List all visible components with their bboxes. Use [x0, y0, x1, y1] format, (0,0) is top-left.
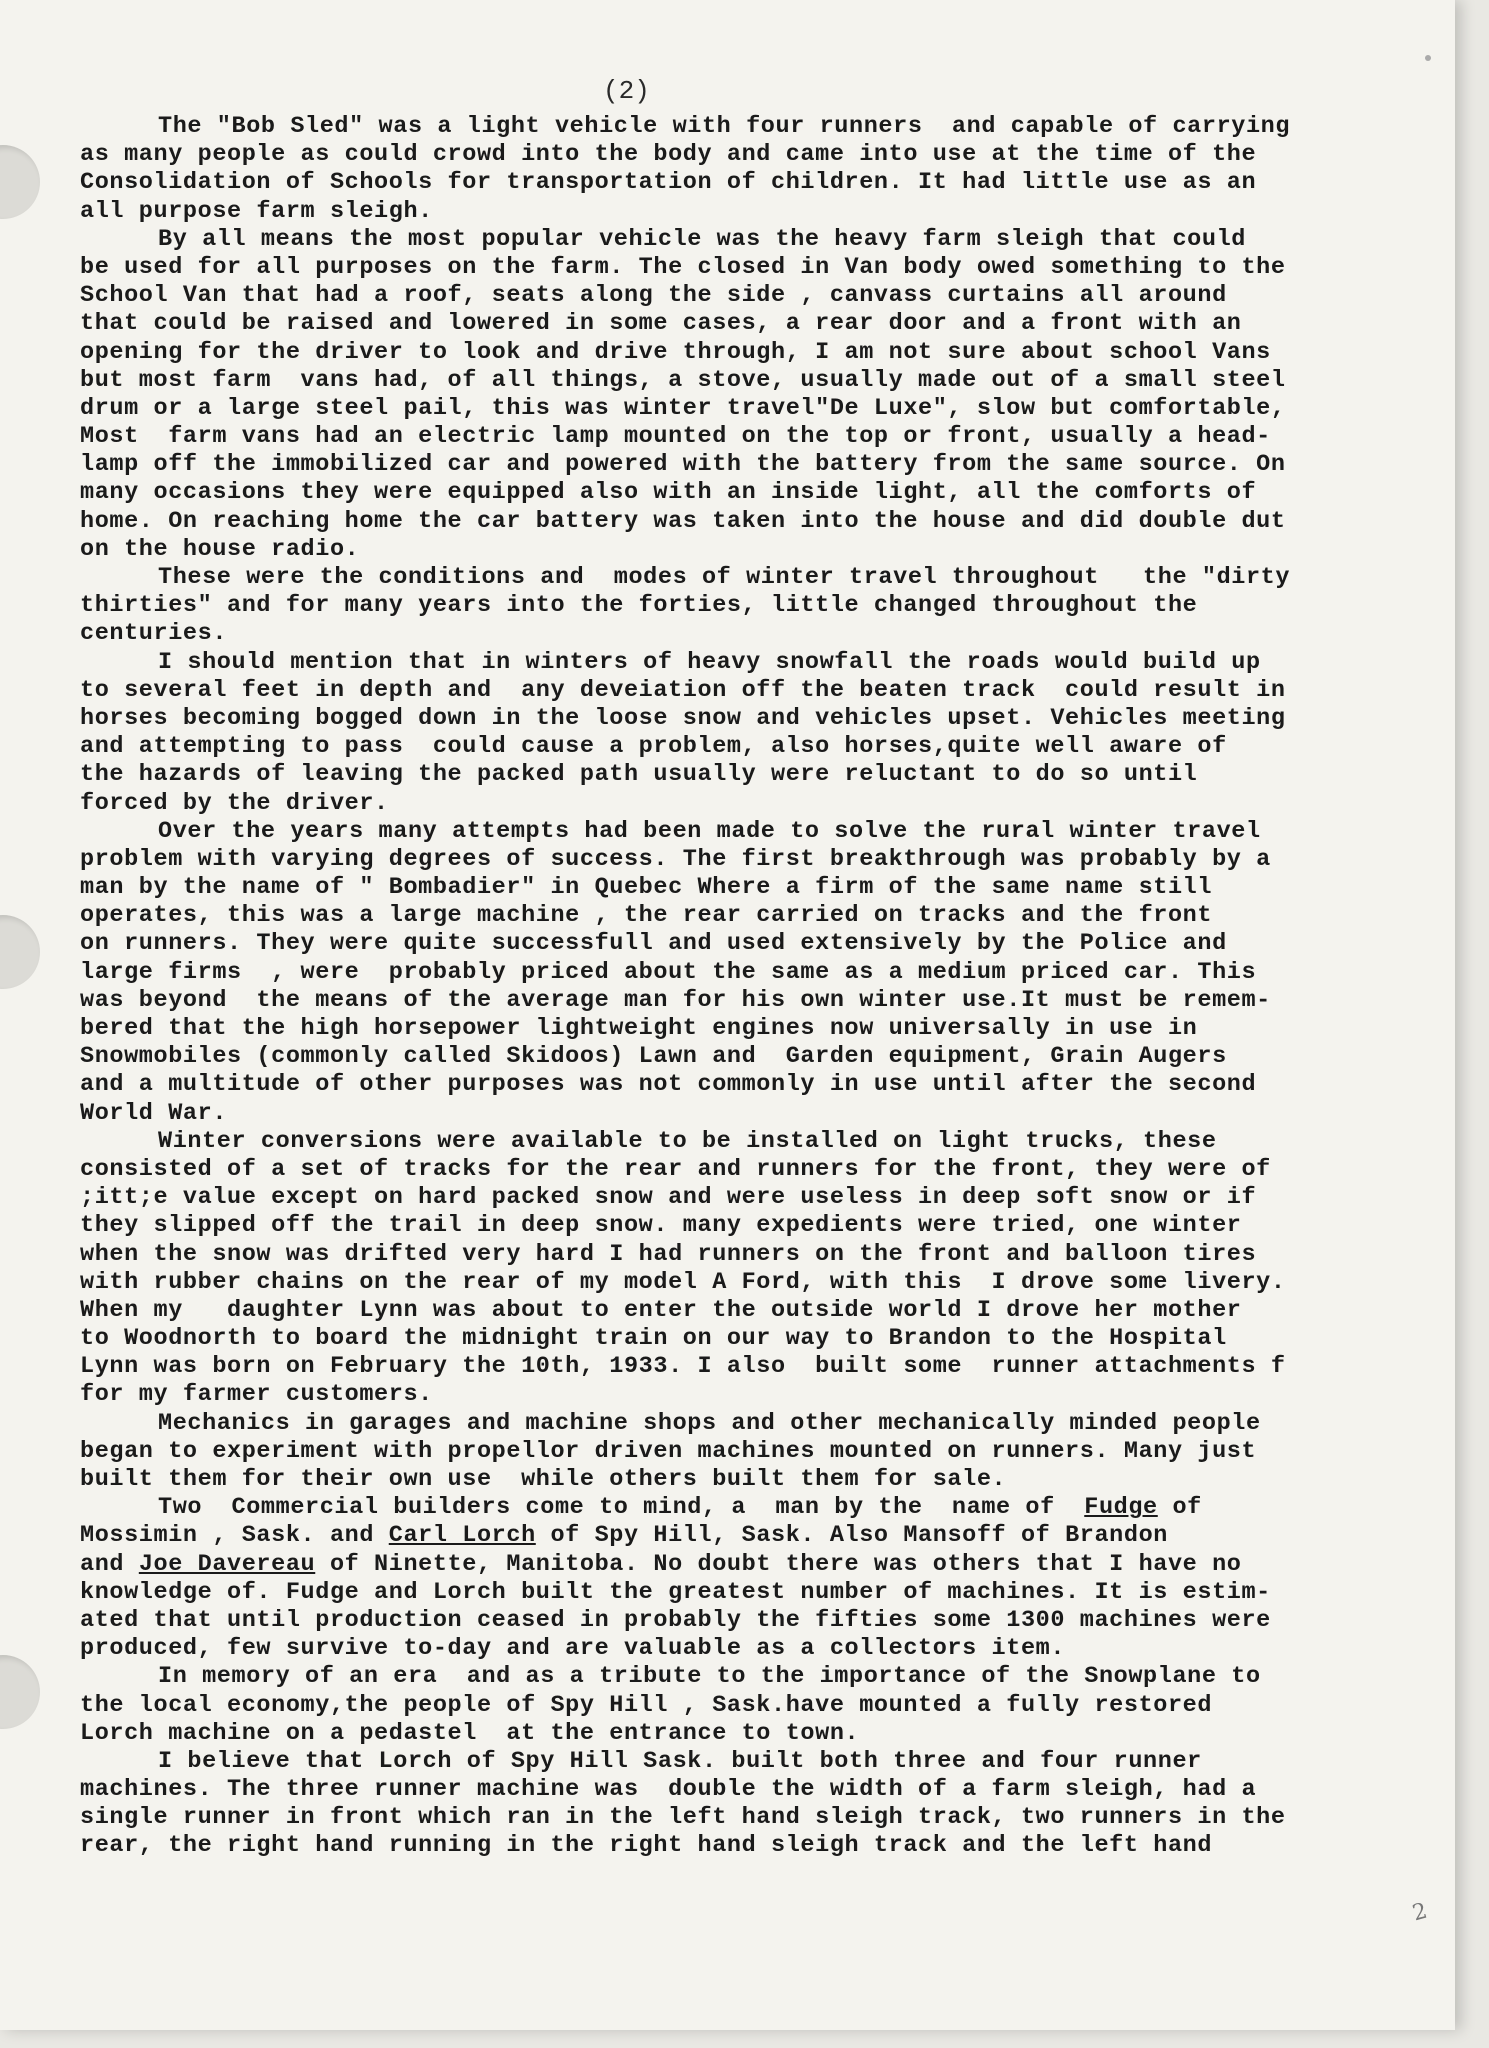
text-line: These were the conditions and modes of winter travel throughout the "dirty: [158, 564, 1291, 591]
text-line: they slipped off the trail in deep snow. many expedients were tried, one winter: [80, 1212, 1242, 1240]
text-line: knowledge of. Fudge and Lorch built the greatest number of machines. It is estim-: [80, 1578, 1271, 1606]
corner-speck: [1425, 55, 1431, 61]
text-line: single runner in front which ran in the left hand sleigh track, two runners in the: [80, 1804, 1286, 1832]
text-line: When my daughter Lynn was about to enter the outside world I drove her mother: [80, 1296, 1242, 1324]
text-line: Over the years many attempts had been made to solve the rural winter travel: [158, 817, 1261, 845]
text-line: thirties" and for many years into the forties, little changed throughout the: [80, 592, 1198, 620]
text-line: to several feet in depth and any deveiation off the beaten track could result in: [80, 676, 1286, 704]
text-line: was beyond the means of the average man for his own winter use.It must be remem-: [80, 986, 1271, 1014]
text-line: and a multitude of other purposes was not commonly in use until after the second: [80, 1071, 1257, 1099]
text-line: built them for their own use while others built them for sale.: [80, 1466, 1007, 1493]
text-line: Lorch machine on a pedastel at the entrance to town.: [80, 1719, 860, 1747]
margin-pencil-mark: 2: [1410, 1898, 1430, 1927]
text-line: for my farmer customers.: [80, 1381, 433, 1409]
text-line: as many people as could crowd into the body and came into use at the time of the: [80, 141, 1257, 169]
text-line: rear, the right hand running in the right hand sleigh track and the left hand: [80, 1832, 1213, 1860]
punch-hole-top: [0, 145, 40, 219]
text-line: operates, this was a large machine , the rear carried on tracks and the front: [80, 902, 1213, 930]
text-line: Mossimin , Sask. and Carl Lorch of Spy Hill, Sask. Also Mansoff of Brandon: [80, 1522, 1168, 1550]
text-line: Snowmobiles (commonly called Skidoos) Lawn and Garden equipment, Grain Augers: [80, 1043, 1227, 1071]
text-line: School Van that had a roof, seats along the side , canvass curtains all around: [80, 282, 1227, 310]
text-line: produced, few survive to-day and are valuable as a collectors item.: [80, 1635, 1066, 1663]
text-line: Two Commercial builders come to mind, a man by the name of Fudge of: [158, 1494, 1202, 1522]
text-line: on the house radio.: [80, 535, 360, 563]
text-line: ;itt;e value except on hard packed snow and were useless in deep soft snow or if: [80, 1184, 1257, 1212]
text-line: the local economy,the people of Spy Hill , Sask.have mounted a fully restored: [80, 1691, 1213, 1719]
text-line: Lynn was born on February the 10th, 1933. I also built some runner attachments f: [80, 1353, 1286, 1381]
text-line: to Woodnorth to board the midnight train on our way to Brandon to the Hospital: [80, 1325, 1227, 1353]
text-line: with rubber chains on the rear of my model A Ford, with this I drove some livery.: [80, 1268, 1286, 1296]
text-line: consisted of a set of tracks for the rear and runners for the front, they were of: [80, 1155, 1271, 1183]
text-line: The "Bob Sled" was a light vehicle with four runners and capable of carrying: [158, 113, 1291, 140]
text-line: horses becoming bogged down in the loose snow and vehicles upset. Vehicles meeting: [80, 704, 1286, 732]
text-line: Mechanics in garages and machine shops and other mechanically minded people: [158, 1409, 1261, 1437]
text-line: I believe that Lorch of Spy Hill Sask. built both three and four runner: [158, 1747, 1202, 1775]
text-line: but most farm vans had, of all things, a stove, usually made out of a small steel: [80, 366, 1286, 394]
text-line: home. On reaching home the car battery was taken into the house and did double dut: [80, 507, 1286, 535]
text-line: large firms , were probably priced about the same as a medium priced car. This: [80, 958, 1257, 986]
text-line: drum or a large steel pail, this was winter travel"De Luxe", slow but comfortable,: [80, 394, 1286, 422]
punch-hole-bottom: [0, 1655, 40, 1729]
text-line: when the snow was drifted very hard I had runners on the front and balloon tires: [80, 1240, 1257, 1268]
text-line: on runners. They were quite successfull and used extensively by the Police and: [80, 930, 1227, 958]
text-line: World War.: [80, 1099, 228, 1127]
text-line: In memory of an era and as a tribute to the importance of the Snowplane to: [158, 1663, 1261, 1691]
text-line: By all means the most popular vehicle was the heavy farm sleigh that could: [158, 225, 1246, 253]
text-line: machines. The three runner machine was double the width of a farm sleigh, had a: [80, 1776, 1257, 1804]
text-line: problem with varying degrees of success. The first breakthrough was probably by a: [80, 845, 1271, 873]
punch-hole-middle: [0, 915, 40, 989]
text-line: be used for all purposes on the farm. The closed in Van body owed something to the: [80, 253, 1286, 281]
text-line: Winter conversions were available to be installed on light trucks, these: [158, 1127, 1217, 1155]
text-line: forced by the driver.: [80, 789, 389, 817]
text-line: Consolidation of Schools for transportation of children. It had little use as an: [80, 169, 1257, 197]
text-line: bered that the high horsepower lightweight engines now universally in use in: [80, 1015, 1198, 1042]
typed-body-text: [80, 113, 1450, 1861]
text-line: lamp off the immobilized car and powered with the battery from the same source. On: [80, 451, 1286, 479]
text-line: I should mention that in winters of heavy snowfall the roads would build up: [158, 648, 1261, 676]
text-line: many occasions they were equipped also with an inside light, all the comforts of: [80, 479, 1257, 507]
text-line: opening for the driver to look and drive through, I am not sure about school Vans: [80, 338, 1271, 366]
text-line: and Joe Davereau of Ninette, Manitoba. No doubt there was others that I have no: [80, 1550, 1242, 1578]
text-line: Most farm vans had an electric lamp mounted on the top or front, usually a head-: [80, 423, 1271, 451]
text-line: and attempting to pass could cause a problem, also horses,quite well aware of: [80, 733, 1227, 761]
text-line: centuries.: [80, 620, 228, 648]
text-line: ated that until production ceased in probably the fifties some 1300 machines were: [80, 1606, 1271, 1634]
text-line: began to experiment with propellor driven machines mounted on runners. Many just: [80, 1437, 1257, 1465]
text-line: all purpose farm sleigh.: [80, 197, 433, 225]
text-line: that could be raised and lowered in some cases, a rear door and a front with an: [80, 310, 1242, 338]
page-number: (2): [603, 76, 650, 106]
text-line: the hazards of leaving the packed path usually were reluctant to do so until: [80, 761, 1198, 789]
text-line: man by the name of " Bombadier" in Quebec Where a firm of the same name still: [80, 874, 1213, 902]
